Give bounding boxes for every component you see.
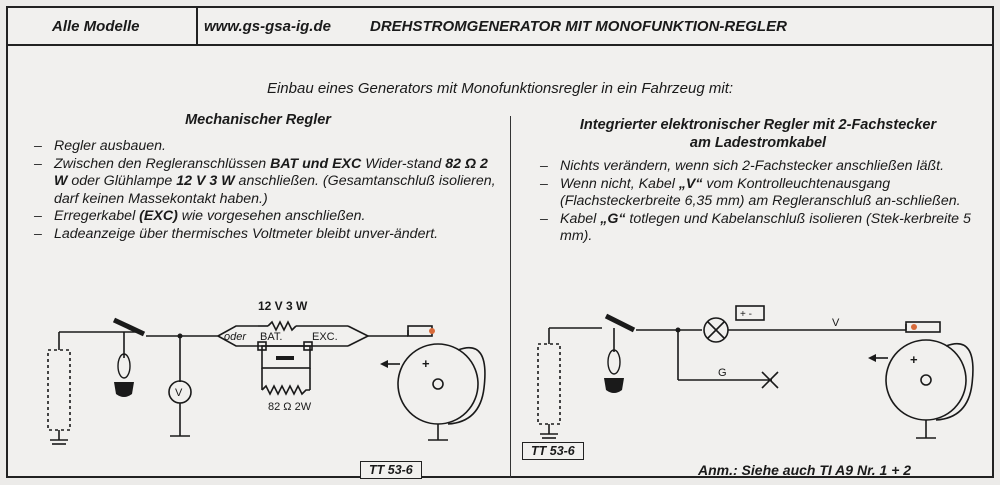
left-item-text: Ladeanzeige über thermisches Voltmeter bleibt unver-ändert. — [54, 225, 439, 242]
header-bar — [8, 8, 992, 46]
bat-label: BAT. — [260, 331, 283, 343]
right-item — [540, 176, 980, 211]
right-tt-reference: TT 53-6 — [522, 442, 584, 460]
left-item-text: anschließen. (Gesamtanschluß isolieren, darf keinen Massekontakt haben.) — [54, 173, 496, 207]
left-item-text: (EXC) — [139, 208, 178, 224]
left-item-text: 82 Ω 2 W — [54, 155, 488, 189]
left-section-title: Mechanischer Regler — [185, 112, 331, 128]
left-item-text: 12 V 3 W — [176, 173, 235, 189]
warning-lamp-icon — [114, 382, 134, 397]
header-divider — [196, 8, 198, 44]
right-title-line2: am Ladestromkabel — [689, 135, 827, 151]
battery-cell-icon — [538, 344, 560, 424]
left-item — [34, 138, 504, 156]
note-reference: Anm.: Siehe auch TI A9 Nr. 1 + 2 — [698, 462, 912, 478]
v-cable-label: V — [832, 317, 840, 329]
model-label: Alle Modelle — [52, 18, 140, 35]
left-item — [34, 226, 504, 244]
website-url: www.gs-gsa-ig.de — [204, 18, 331, 35]
document-title: DREHSTROMGENERATOR MIT MONOFUNKTION-REGLER — [370, 18, 787, 35]
left-item — [34, 156, 504, 209]
lamp-rating-label: 12 V 3 W — [258, 299, 308, 313]
alternator-right-plus-label: + — [910, 352, 918, 367]
right-item — [540, 211, 980, 246]
document-page — [6, 6, 994, 478]
warning-lamp-right-icon — [604, 378, 624, 393]
right-wiring-diagram — [522, 292, 992, 452]
battery-icon — [48, 350, 70, 430]
exc-label: EXC. — [312, 331, 338, 343]
right-title-line1: Integrierter elektronischer Regler mit 2-Fachstecker — [579, 117, 937, 133]
left-item-text: wie vorgesehen anschließen. — [177, 208, 366, 224]
right-item — [540, 158, 980, 176]
oder-label: oder — [224, 331, 247, 343]
left-item-text: Zwischen den Regleranschlüssen — [54, 155, 271, 172]
right-item-text: Kabel — [560, 210, 601, 227]
right-item-text: „V“ — [678, 175, 703, 192]
left-item-text: oder Glühlampe — [67, 173, 177, 189]
intro-text: Einbau eines Generators mit Monofunktionsregler in ein Fahrzeug mit: — [266, 80, 734, 97]
right-instruction-list — [540, 158, 980, 246]
left-item-text: Erregerkabel — [54, 208, 140, 224]
left-tt-reference: TT 53-6 — [360, 461, 422, 479]
right-item-text: totlegen und Kabelanschluß isolieren (Stek-kerbreite 5 mm). — [560, 210, 971, 244]
left-wiring-diagram — [28, 292, 518, 452]
left-item-text: Regler ausbauen. — [54, 138, 167, 154]
left-item — [34, 208, 504, 226]
right-item-text: vom Kontrolleuchtenausgang (Flachsteckerbreite 6,35 mm) am Regleranschluß an-schließen. — [560, 175, 961, 209]
left-instruction-list — [34, 138, 504, 243]
g-cable-label: G — [718, 367, 727, 379]
left-item-text: Wider-stand — [361, 155, 446, 172]
right-section-title — [528, 116, 988, 152]
right-item-text: Wenn nicht, Kabel — [560, 175, 679, 192]
right-item-text: Nichts verändern, wenn sich 2-Fachstecker anschließen läßt. — [560, 158, 945, 174]
left-item-text: BAT und EXC — [270, 155, 362, 172]
battery-terminal-label: + - — [740, 309, 752, 320]
alternator-plus-label: + — [422, 356, 430, 371]
resistor-label: 82 Ω 2W — [268, 401, 312, 413]
right-item-text: „G“ — [600, 210, 626, 227]
voltmeter-label: V — [175, 387, 183, 399]
